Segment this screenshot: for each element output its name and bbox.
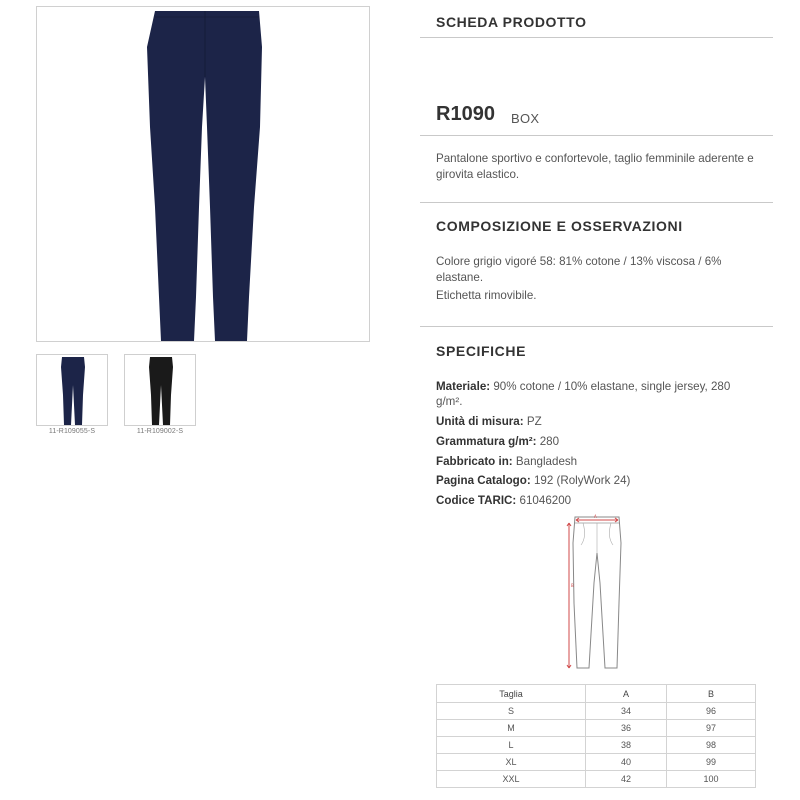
spec-value: 90% cotone / 10% elastane, single jersey, 280 g/m². bbox=[436, 380, 731, 408]
spec-value: PZ bbox=[526, 415, 542, 428]
main-product-image bbox=[36, 6, 370, 342]
spec-value: Bangladesh bbox=[515, 455, 578, 468]
spec-label: Grammatura g/m²: bbox=[436, 435, 537, 448]
table-row bbox=[437, 737, 756, 754]
b-cell: 98 bbox=[667, 737, 756, 754]
header-a: A bbox=[586, 685, 667, 703]
b-cell: 99 bbox=[667, 754, 756, 771]
spec-label: Fabbricato in: bbox=[436, 455, 513, 468]
b-cell: 96 bbox=[667, 703, 756, 720]
size-cell: L bbox=[437, 737, 586, 754]
spec-value: 61046200 bbox=[519, 494, 572, 507]
spec-label: Unità di misura: bbox=[436, 415, 524, 428]
spec-label: Pagina Catalogo: bbox=[436, 474, 531, 487]
product-code: R1090 bbox=[436, 103, 495, 125]
measure-label-b: B bbox=[571, 583, 574, 588]
spec-row-taric bbox=[436, 493, 758, 508]
composition-label-note: Etichetta rimovibile. bbox=[436, 289, 537, 302]
spec-row-unit bbox=[436, 414, 758, 429]
section-title-specs: SPECIFICHE bbox=[436, 343, 527, 359]
size-cell: S bbox=[437, 703, 586, 720]
spec-row-weight bbox=[436, 434, 758, 449]
a-cell: 42 bbox=[586, 771, 667, 788]
spec-row-made-in bbox=[436, 454, 758, 469]
size-cell: M bbox=[437, 720, 586, 737]
size-table-header bbox=[437, 685, 756, 703]
pants-outline-illustration bbox=[565, 513, 629, 673]
thumbnail-black[interactable] bbox=[124, 354, 196, 426]
size-table bbox=[436, 684, 756, 788]
size-cell: XL bbox=[437, 754, 586, 771]
pants-front-illustration bbox=[37, 7, 371, 343]
pants-thumbnail-black bbox=[125, 355, 197, 427]
measurement-diagram bbox=[565, 513, 629, 678]
spec-label: Materiale: bbox=[436, 380, 491, 393]
divider bbox=[420, 326, 773, 327]
spec-row-catalog-page bbox=[436, 473, 758, 488]
divider bbox=[420, 135, 773, 136]
a-cell: 38 bbox=[586, 737, 667, 754]
b-cell: 100 bbox=[667, 771, 756, 788]
size-cell: XXL bbox=[437, 771, 586, 788]
table-row bbox=[437, 771, 756, 788]
composition-text: Colore grigio vigoré 58: 81% cotone / 13% viscosa / 6% elastane. bbox=[436, 255, 722, 284]
thumbnail-navy[interactable] bbox=[36, 354, 108, 426]
measure-label-a: A bbox=[594, 514, 597, 519]
pants-thumbnail-navy bbox=[37, 355, 109, 427]
thumbnail-label-navy: 11-R109055-S bbox=[48, 428, 96, 435]
divider bbox=[420, 37, 773, 38]
spec-label: Codice TARIC: bbox=[436, 494, 517, 507]
spec-row-material bbox=[436, 379, 758, 409]
b-cell: 97 bbox=[667, 720, 756, 737]
product-name: BOX bbox=[511, 111, 540, 126]
spec-value: 192 (RolyWork 24) bbox=[533, 474, 631, 487]
table-row bbox=[437, 720, 756, 737]
thumbnail-label-black: 11-R109002-S bbox=[136, 428, 184, 435]
table-row bbox=[437, 703, 756, 720]
a-cell: 36 bbox=[586, 720, 667, 737]
product-description: Pantalone sportivo e confortevole, taglio femminile aderente e girovita elastico. bbox=[436, 152, 754, 181]
spec-value: 280 bbox=[539, 435, 560, 448]
header-b: B bbox=[667, 685, 756, 703]
section-title-product-sheet: SCHEDA PRODOTTO bbox=[436, 14, 587, 30]
section-title-composition: COMPOSIZIONE E OSSERVAZIONI bbox=[436, 218, 683, 234]
a-cell: 34 bbox=[586, 703, 667, 720]
divider bbox=[420, 202, 773, 203]
table-row bbox=[437, 754, 756, 771]
header-size: Taglia bbox=[437, 685, 586, 703]
a-cell: 40 bbox=[586, 754, 667, 771]
